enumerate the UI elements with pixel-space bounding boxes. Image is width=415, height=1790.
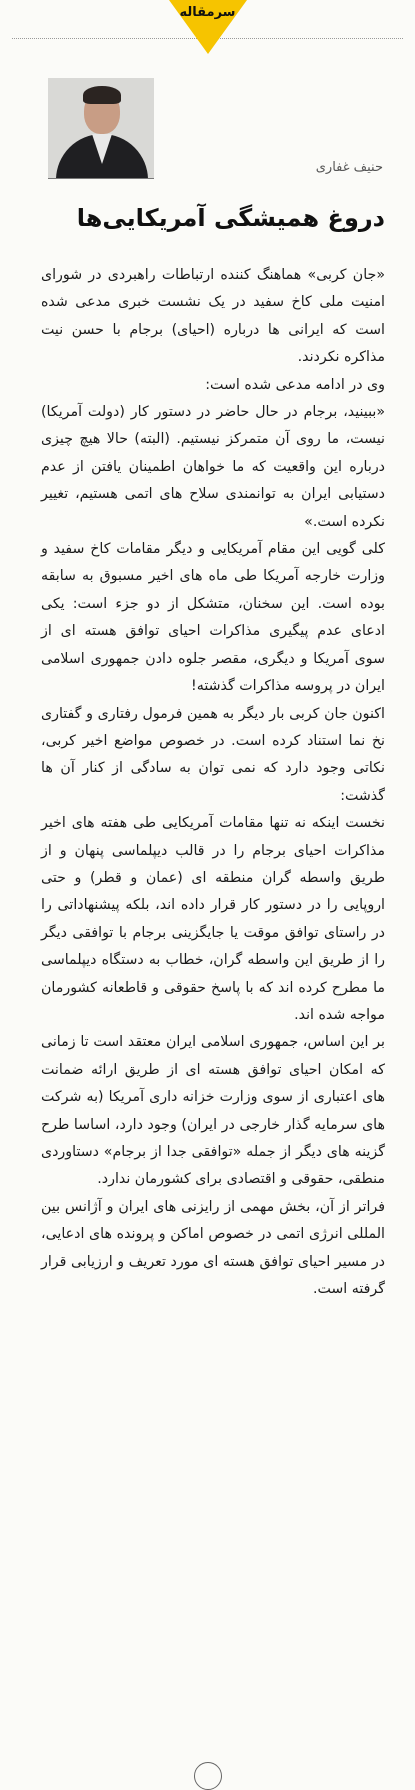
article-paragraph: وی در ادامه مدعی شده است: [205,376,385,393]
section-tag [169,0,247,50]
article-paragraph: بر این اساس، جمهوری اسلامی ایران معتقد است تا زمانی که امکان احیای توافق هسته ای از طریق ارائه ضمانت های اعتباری از سوی وزارت خزانه داری آمریکا (به شرکت های سرمایه گذار خارجی در ایران) وجود دارد، اساسا طرح گزینه های دیگر از جمله «توافقی جدا از برجام» دستاوردی منطقی، حقوقی و اقتصادی برای کشورمان ندارد. [41,1034,385,1188]
section-tag-label: سرمقاله [179,5,236,20]
article-paragraph: «جان کربی» هماهنگ کننده ارتباطات راهبردی در شورای امنیت ملی کاخ سفید در یک نشست خبری مدعی شده است که ایرانی ها درباره (احیای) برجام با حسن نیت مذاکره نکردند. [41,267,385,366]
article-paragraph: فراتر از آن، بخش مهمی از رایزنی های ایران و آژانس بین المللی انرژی اتمی در خصوص اماکن و پرونده های ادعایی، در مسیر احیای توافق هسته ای مورد تعریف و ارزیابی قرار گرفته است. [41,1198,385,1298]
article-paragraph: «ببینید، برجام در حال حاضر در دستور کار (دولت آمریکا) نیست، ما روی آن متمرکز نیستیم. (البته) حالا هیچ چیزی درباره این واقعیت که ما خواهان اطمینان یافتن از عدم دستیابی ایران به توانمندی سلاح های اتمی هستیم، تغییر نکرده است.» [41,404,385,530]
article-paragraph: کلی گویی این مقام آمریکایی و دیگر مقامات کاخ سفید و وزارت خارجه آمریکا طی ماه های اخیر مسبوق به سابقه بوده است. این سخنان، متشکل از دو جزء است: یکی ادعای عدم پیگیری مذاکرات احیای توافق هسته ای از سوی آمریکا و دیگری، مقصر جلوه دادن جمهوری اسلامی ایران در پروسه مذاکرات گذشته! [41,541,385,695]
photo-hair [83,86,121,104]
author-photo [48,78,154,179]
article-body [41,262,385,1303]
article-paragraph: اکنون جان کربی بار دیگر به همین فرمول رفتاری و گفتاری نخ نما استناد کرده است. در خصوص مواضع اخیر کربی، نکاتی وجود دارد که نمی توان به سادگی از کنار آن ها گذشت: [41,705,385,804]
end-ornament [194,1762,222,1790]
article-title: دروغ همیشگی آمریکایی‌ها [76,204,385,232]
author-name: حنیف غفاری [315,160,383,175]
article-paragraph: نخست اینکه نه تنها مقامات آمریکایی طی هفته های اخیر مذاکرات احیای برجام را در قالب دیپلماسی پنهان و از طریق واسطه گران منطقه ای (عمان و قطر) و حتی اروپایی را در دستور کار قرار داده اند، بلکه پیشنهاداتی را در راستای توافق موقت یا جایگزینی برجام با توافقی دیگر را از طریق این واسطه گران، خطاب به دستگاه دیپلماسی ما مطرح کرده اند که با پاسخ حقوقی و قاطعانه کشورمان مواجه شده اند. [41,815,385,1023]
